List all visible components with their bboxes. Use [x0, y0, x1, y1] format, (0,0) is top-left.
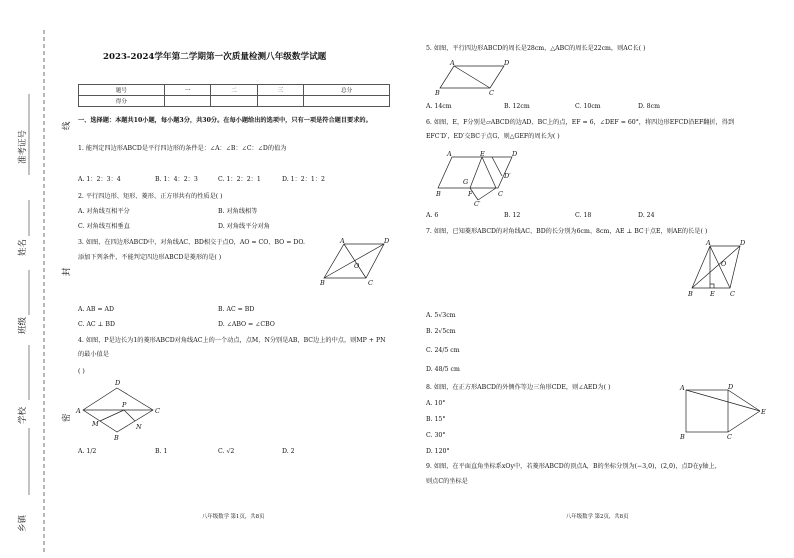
seal-char-secret: 密 — [62, 413, 72, 422]
score-header: 一 — [164, 85, 210, 96]
footer-right: 八年级数学 第2页，共8页 — [566, 514, 629, 520]
q1-option-b: B. 1：4：2：3 — [155, 176, 198, 183]
q4-figure — [74, 374, 168, 442]
q3-option-d: D. ∠ABO = ∠CBO — [218, 321, 275, 328]
q2-stem: 2. 平行四边形、矩形、菱形、正方形共有的性质是( ) — [78, 193, 223, 200]
q7-option-d: D. 48/5 cm — [426, 366, 460, 373]
q8-option-b: B. 15° — [426, 416, 446, 423]
score-header: 总分 — [304, 85, 390, 96]
score-header: 题号 — [79, 85, 165, 96]
q8-label-a: A — [680, 384, 685, 392]
q5-option-d: D. 8cm — [638, 103, 660, 110]
q9-stem-1: 9. 如图，在平面直角坐标系xOy中，若菱形ABCD的顶点A，B的坐标分别为(−3,0)，(2,0)，点D在y轴上， — [426, 463, 721, 470]
q6-label-d-prime: D′ — [504, 172, 511, 180]
q2-option-b: B. 对角线相等 — [218, 208, 258, 215]
q3-label-a: A — [340, 237, 345, 245]
q6-label-b: B — [436, 190, 441, 198]
q4-option-b: B. 1 — [155, 448, 168, 455]
field-name: 姓名 — [18, 238, 28, 256]
q7-label-d: D — [740, 239, 746, 247]
exam-title: 2023-2024学年第二学期第一次质量检测八年级数学试题 — [103, 52, 327, 62]
field-township: 乡镇 — [18, 514, 28, 532]
q6-option-c: C. 18 — [575, 212, 592, 219]
q3-option-b: B. AC = BD — [218, 306, 255, 313]
q5-option-b: B. 12cm — [504, 103, 530, 110]
q7-figure — [684, 238, 746, 300]
score-cell[interactable] — [257, 96, 303, 107]
q1-option-a: A. 1：2：3：4 — [78, 176, 121, 183]
q8-stem: 8. 如图，在正方形ABCD的外侧作等边三角形CDE，则∠AED为( ) — [426, 384, 611, 391]
q8-label-e: E — [761, 408, 766, 416]
q4-option-a: A. 1/2 — [78, 448, 97, 455]
score-cell[interactable] — [304, 96, 390, 107]
q4-answer-paren: ( ) — [78, 368, 85, 375]
seal-char-seal: 封 — [62, 267, 72, 276]
q6-label-c: C — [498, 190, 503, 198]
q7-option-b: B. 2√5cm — [426, 328, 456, 335]
q5-figure — [432, 56, 512, 96]
q8-label-d: D — [728, 383, 734, 391]
q5-option-a: A. 14cm — [426, 103, 452, 110]
q6-label-e: E — [480, 150, 485, 158]
q9-stem-2: 则点C的坐标是 — [426, 478, 468, 485]
score-header: 二 — [211, 85, 257, 96]
q4-stem-2: 的最小值是 — [78, 351, 109, 358]
q8-figure — [678, 382, 770, 442]
q6-label-g: G — [463, 178, 469, 186]
q5-label-a: A — [450, 59, 455, 67]
q5-label-b: B — [435, 89, 440, 96]
binding-lines — [0, 0, 70, 558]
q6-label-a: A — [447, 150, 452, 158]
q7-label-c: C — [730, 290, 735, 298]
q5-label-d: D — [504, 59, 510, 67]
q6-figure — [434, 148, 526, 206]
section-1-heading: 一、选择题：本题共10小题，每小题3分，共30分。在每小题给出的选项中，只有一项是符合题目要求的。 — [78, 117, 372, 124]
q4-label-c: C — [155, 407, 160, 415]
footer-left: 八年级数学 第1页，共8页 — [202, 514, 265, 520]
q1-option-d: D. 1：2：1：2 — [282, 176, 325, 183]
q4-label-p: P — [122, 401, 127, 409]
q7-label-a: A — [706, 239, 711, 247]
q6-stem-1: 6. 如图，E，F分别是▱ABCD的边AD、BC上的点，EF = 6，∠DEF = 60°，将四边形EFCD沿EF翻折，得到 — [426, 119, 735, 126]
q4-stem-1: 4. 如图，P是边长为1的菱形ABCD对角线AC上的一个动点，点M，N分别是AB，BC边上的中点，则MP + PN — [78, 337, 386, 344]
q1-stem: 1. 能判定四边形ABCD是平行四边形的条件是：∠A：∠B：∠C：∠D的值为 — [78, 145, 287, 152]
q6-label-c-prime: C′ — [474, 200, 481, 206]
field-school: 学校 — [18, 406, 28, 424]
q5-stem: 5. 如图，平行四边形ABCD的周长是28cm，△ABC的周长是22cm，则AC长( ) — [426, 45, 646, 52]
q4-label-a: A — [76, 407, 81, 415]
q4-label-n: N — [136, 423, 142, 431]
q8-label-c: C — [727, 433, 732, 441]
q4-option-c: C. √2 — [218, 448, 235, 455]
q6-option-b: B. 12 — [504, 212, 521, 219]
q3-label-o: O — [354, 262, 360, 270]
q4-label-b: B — [114, 434, 119, 442]
q8-label-b: B — [680, 433, 685, 441]
q6-label-d: D — [512, 150, 518, 158]
q7-stem: 7. 如图，已知菱形ABCD的对角线AC、BD的长分别为6cm、8cm，AE ⊥ BC于点E，则AE的长是( ) — [426, 228, 708, 235]
q3-label-b: B — [320, 279, 325, 287]
q4-label-m: M — [92, 420, 99, 428]
q7-label-o: O — [721, 260, 727, 268]
q7-option-c: C. 24/5 cm — [426, 347, 460, 354]
score-row-label: 得分 — [79, 96, 165, 107]
q6-stem-2: EFC′D′，ED′交BC于点G，则△GEF的周长为( ) — [426, 133, 560, 140]
seal-char-line: 线 — [62, 121, 72, 130]
q3-figure — [316, 236, 390, 288]
q5-label-c: C — [489, 89, 494, 96]
q7-option-a: A. 5√3cm — [426, 312, 456, 319]
q3-option-a: A. AB = AD — [78, 306, 114, 313]
q8-option-a: A. 10° — [426, 400, 446, 407]
q6-option-a: A. 6 — [426, 212, 439, 219]
q3-label-c: C — [368, 279, 373, 287]
q4-option-d: D. 2 — [282, 448, 295, 455]
q6-label-f: F — [468, 190, 473, 198]
q2-option-c: C. 对角线互相垂直 — [78, 223, 130, 230]
q3-option-c: C. AC ⊥ BD — [78, 321, 115, 328]
q1-option-c: C. 1：2：2：1 — [218, 176, 261, 183]
score-cell[interactable] — [211, 96, 257, 107]
q2-option-d: D. 对角线平分对角 — [218, 223, 270, 230]
q6-option-d: D. 24 — [638, 212, 655, 219]
score-header: 三 — [257, 85, 303, 96]
q3-stem-1: 3. 如图，在四边形ABCD中，对角线AC、BD相交于点O，AO = CO、BO = DO. — [78, 239, 305, 246]
q4-label-d: D — [115, 379, 121, 387]
q8-option-c: C. 30° — [426, 432, 446, 439]
q2-option-a: A. 对角线互相平分 — [78, 208, 130, 215]
q7-label-e: E — [710, 290, 715, 298]
q8-option-d: D. 120° — [426, 448, 450, 455]
q7-label-b: B — [688, 290, 693, 298]
field-exam-number: 准考证号 — [18, 129, 28, 164]
q5-option-c: C. 10cm — [575, 103, 601, 110]
field-class: 班级 — [18, 316, 28, 334]
score-cell[interactable] — [164, 96, 210, 107]
q3-stem-2: 添加下列条件，不能判定四边形ABCD是菱形的是( ) — [78, 254, 222, 261]
q3-label-d: D — [384, 237, 390, 245]
score-table — [78, 84, 390, 107]
